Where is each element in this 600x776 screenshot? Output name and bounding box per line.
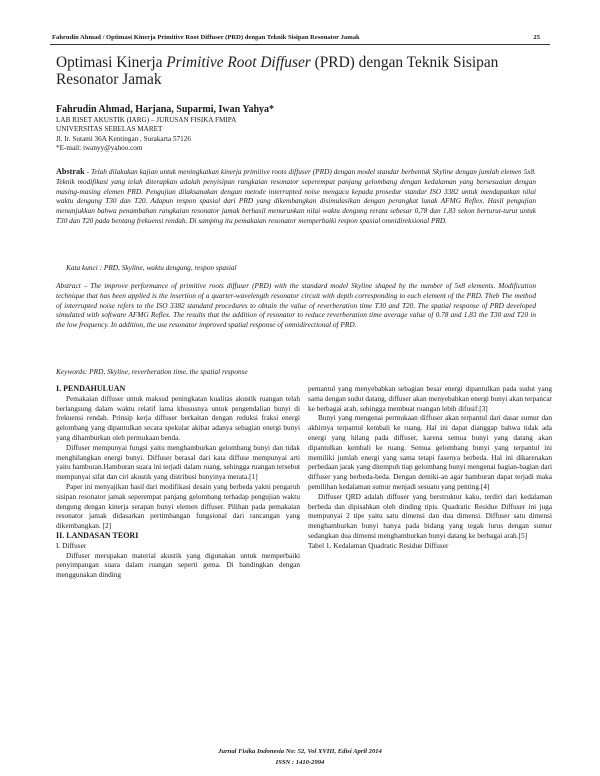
section-pendahuluan: I. PENDAHULUAN xyxy=(56,384,126,393)
affiliation-university: UNIVERSITAS SEBELAS MARET xyxy=(56,125,163,134)
page-number: 25 xyxy=(533,34,540,41)
journal-footer: Jurnal Fisika Indonesia No: 52, Vol XVIII, Edisi April 2014 xyxy=(218,748,382,755)
affiliation-address: Jl. Ir. Sutami 36A Kentingan , Surakarta 57126 xyxy=(56,134,191,143)
affiliation-email: *E-mail: iwanyy@yahoo.com xyxy=(56,143,143,152)
paper-title xyxy=(56,54,526,88)
affiliation-lab: LAB RISET AKUSTIK (IARG) – JURUSAN FISIKA FMIPA xyxy=(56,116,237,124)
abstrak-label: Abstrak xyxy=(56,167,85,176)
section-landasan-teori: II. LANDASAN TEORI xyxy=(56,530,139,540)
paragraph: Diffuser merupakan material akustik yang digunakan untuk memperbaiki penyimpangan suara dalam ruangan seperti gema. Di bandingkan dengan menggunakan dinding xyxy=(56,550,300,580)
affiliation xyxy=(56,116,236,153)
paragraph: Diffuser QRD adalah diffuser yang berstruktur kaku, terdiri dari kedalaman berbeda dan dipisahkan oleh dinding tipis. Quadratic Residue Diffuser ini juga mempunyai 2 tipe yaitu satu dimensi dan dua dimensi. Diffuser satu dimensi menghamburkan bunyi hanya pada bidang yang tegak lurus dengan sumur sedangkan dua dimensi menghamburkan bunyi datang ke berbagai arah.[5] xyxy=(308,491,552,540)
running-header xyxy=(50,32,550,45)
kata-kunci: Kata kunci : PRD, Skyline, waktu dengung, respon spasial xyxy=(66,263,237,272)
title-part2: (PRD) dengan Teknik Sisipan Resonator Jamak xyxy=(56,54,499,88)
subsection-diffuser: I. Diffuser xyxy=(56,540,87,550)
authors: Fahrudin Ahmad, Harjana, Suparmi, Iwan Yahya* xyxy=(56,104,275,115)
title-italic: Primitive Root Diffuser xyxy=(166,54,311,71)
paragraph: Paper ini menyajikan hasil dari modifikasi desain yang berbeda yakni pengaruh sisipan resonator jamak seperempat panjang gelombang terhadap pengujian waktu dengung dengan kinerja serapan bunyi elemen diffuser. Pilihan pada pemakaian resonator jamak didasarkan pertimbangan fungsional dari rancangan yang dikembangkan. [2] xyxy=(56,481,300,531)
paragraph: Bunyi yang mengenai permukaan diffuser akan terpantul dari dasar sumur dan akhirnya terpantul kembali ke ruang. Hal ini dapat dianggap bahwa tidak ada energi yang hilang pada diffuser, karena semua bunyi yang datang akan dipantulkan kembali ke ruang. Semua gelombang bunyi yang terpantul ini memiliki jumlah energi yang sama tetapi fasenya berbeda. Hal ini dikarenakan perbedaan jarak yang ditempuh tiap gelombang bunyi mengenai bagian-bagian dari diffuser yang berbeda-beda. Dengan demiki-an agar hamburan dapat terjadi maka pemilihan kedalaman sumur menjadi sesuatu yang penting.[4] xyxy=(308,413,552,491)
abstrak xyxy=(56,167,536,226)
keywords-english: Keywords: PRD, Skyline, reverberation time, the spatial response xyxy=(56,367,248,376)
paragraph: Diffuser mempunyai fungsi yaitu menghamburkan gelombang bunyi dan tidak menghilangkan energi bunyi. Diffuser berasal dari kata diffuse mempunyai arti yaitu hamburan.Hamburan suara ini terjadi dalam ruang, sehingga ruangan tersebut mempunyai sifat dan ciri akustik yang distribusi bunyinya merata.[1] xyxy=(56,442,300,482)
table-caption: Tabel 1. Kedalaman Quadratic Residue Diffuser xyxy=(308,540,449,550)
right-column xyxy=(308,384,552,551)
paragraph: pemantul yang menyebabkan sebagian besar energi dipantulkan pada sudut yang sama dengan sudut datang, diffuser akan menyebabkan energi bunyi akan terpancar ke berbagai arah, sehingga membuat ruangan lebih difusif.[3] xyxy=(308,384,552,413)
issn-footer: ISSN : 1410-2994 xyxy=(275,759,325,766)
left-column xyxy=(56,384,300,580)
paragraph: Pemakaian diffuser untuk maksud peningkatan kualitas akustik ruangan telah berlangsung dalam waktu relatif lama khususnya untuk pengendalian bunyi di frekuensi rendah. Prinsip kerja diffuser berkaitan dengan reduksi fraksi energi gelombang yang dipantulkan secara spekular akibat adanya sebagian energi bunyi yang dihamburkan oleh permukaan benda. xyxy=(56,393,300,442)
running-head: Fahrudin Ahmad / Optimasi Kinerja Primitive Root Diffuser (PRD) dengan Teknik Sisipan Resonator Jamak xyxy=(52,34,360,41)
title-part1: Optimasi Kinerja xyxy=(56,54,167,71)
abstract-english: Abstract – The improve performance of primitive roots diffuser (PRD) with the standard model Skyline shaped by the number of 5x8 elements. Modification technique that has been applied is the insertion of a quarter-wavelength resonator circuit with depth corresponding to each element of the PRD. Theb The method of interrupted noise refers to the ISO 3382 standard procedures to obtain the value of reverberation time T30 and T20. The spatial response of PRD developed simulated with software AFMG Reflex. The results that the addition of resonator to reduce reverberation time average value of 0.78 and 1.83 the T30 and T20 in the low frequency. In addition, the use resonator improved spatial response of omnidirectional of PRD. xyxy=(56,281,536,330)
abstrak-text: - Telah dilakukan kajian untuk meningkatkan kinerja primitive roots diffuser (PRD) dengan model standar berbentuk Skyline dengan jumlah elemen 5x8. Teknik modifikasi yang telah diterapkan adalah penyisipan rangkaian resonator seperempat panjang gelombang dengan kedalaman yang bersesuaian dengan masing-masing elemen PRD. Pengujian dilaksanakan dengan metode interrupted noise mengacu kepada prosedur standar ISO 3382 untuk mendapatkan nilai waktu dengung T30 dan T20. Adapun respon spasial dari PRD yang dikembangkan disimulasikan dengan perangkat lunak AFMG Reflex. Hasil pengujian menunjukkan bahwa penambahan rangkaian resonator jamak berhasil menurunkan nilai waktu dengung rerata sebesar 0,78 dan 1,83 sekon berturut-turut untuk T30 dan T20 pada bentang frekuensi rendah. Di samping itu pemakaian resonator memperbaiki respon spasial omnidireksional PRD. xyxy=(56,167,536,225)
